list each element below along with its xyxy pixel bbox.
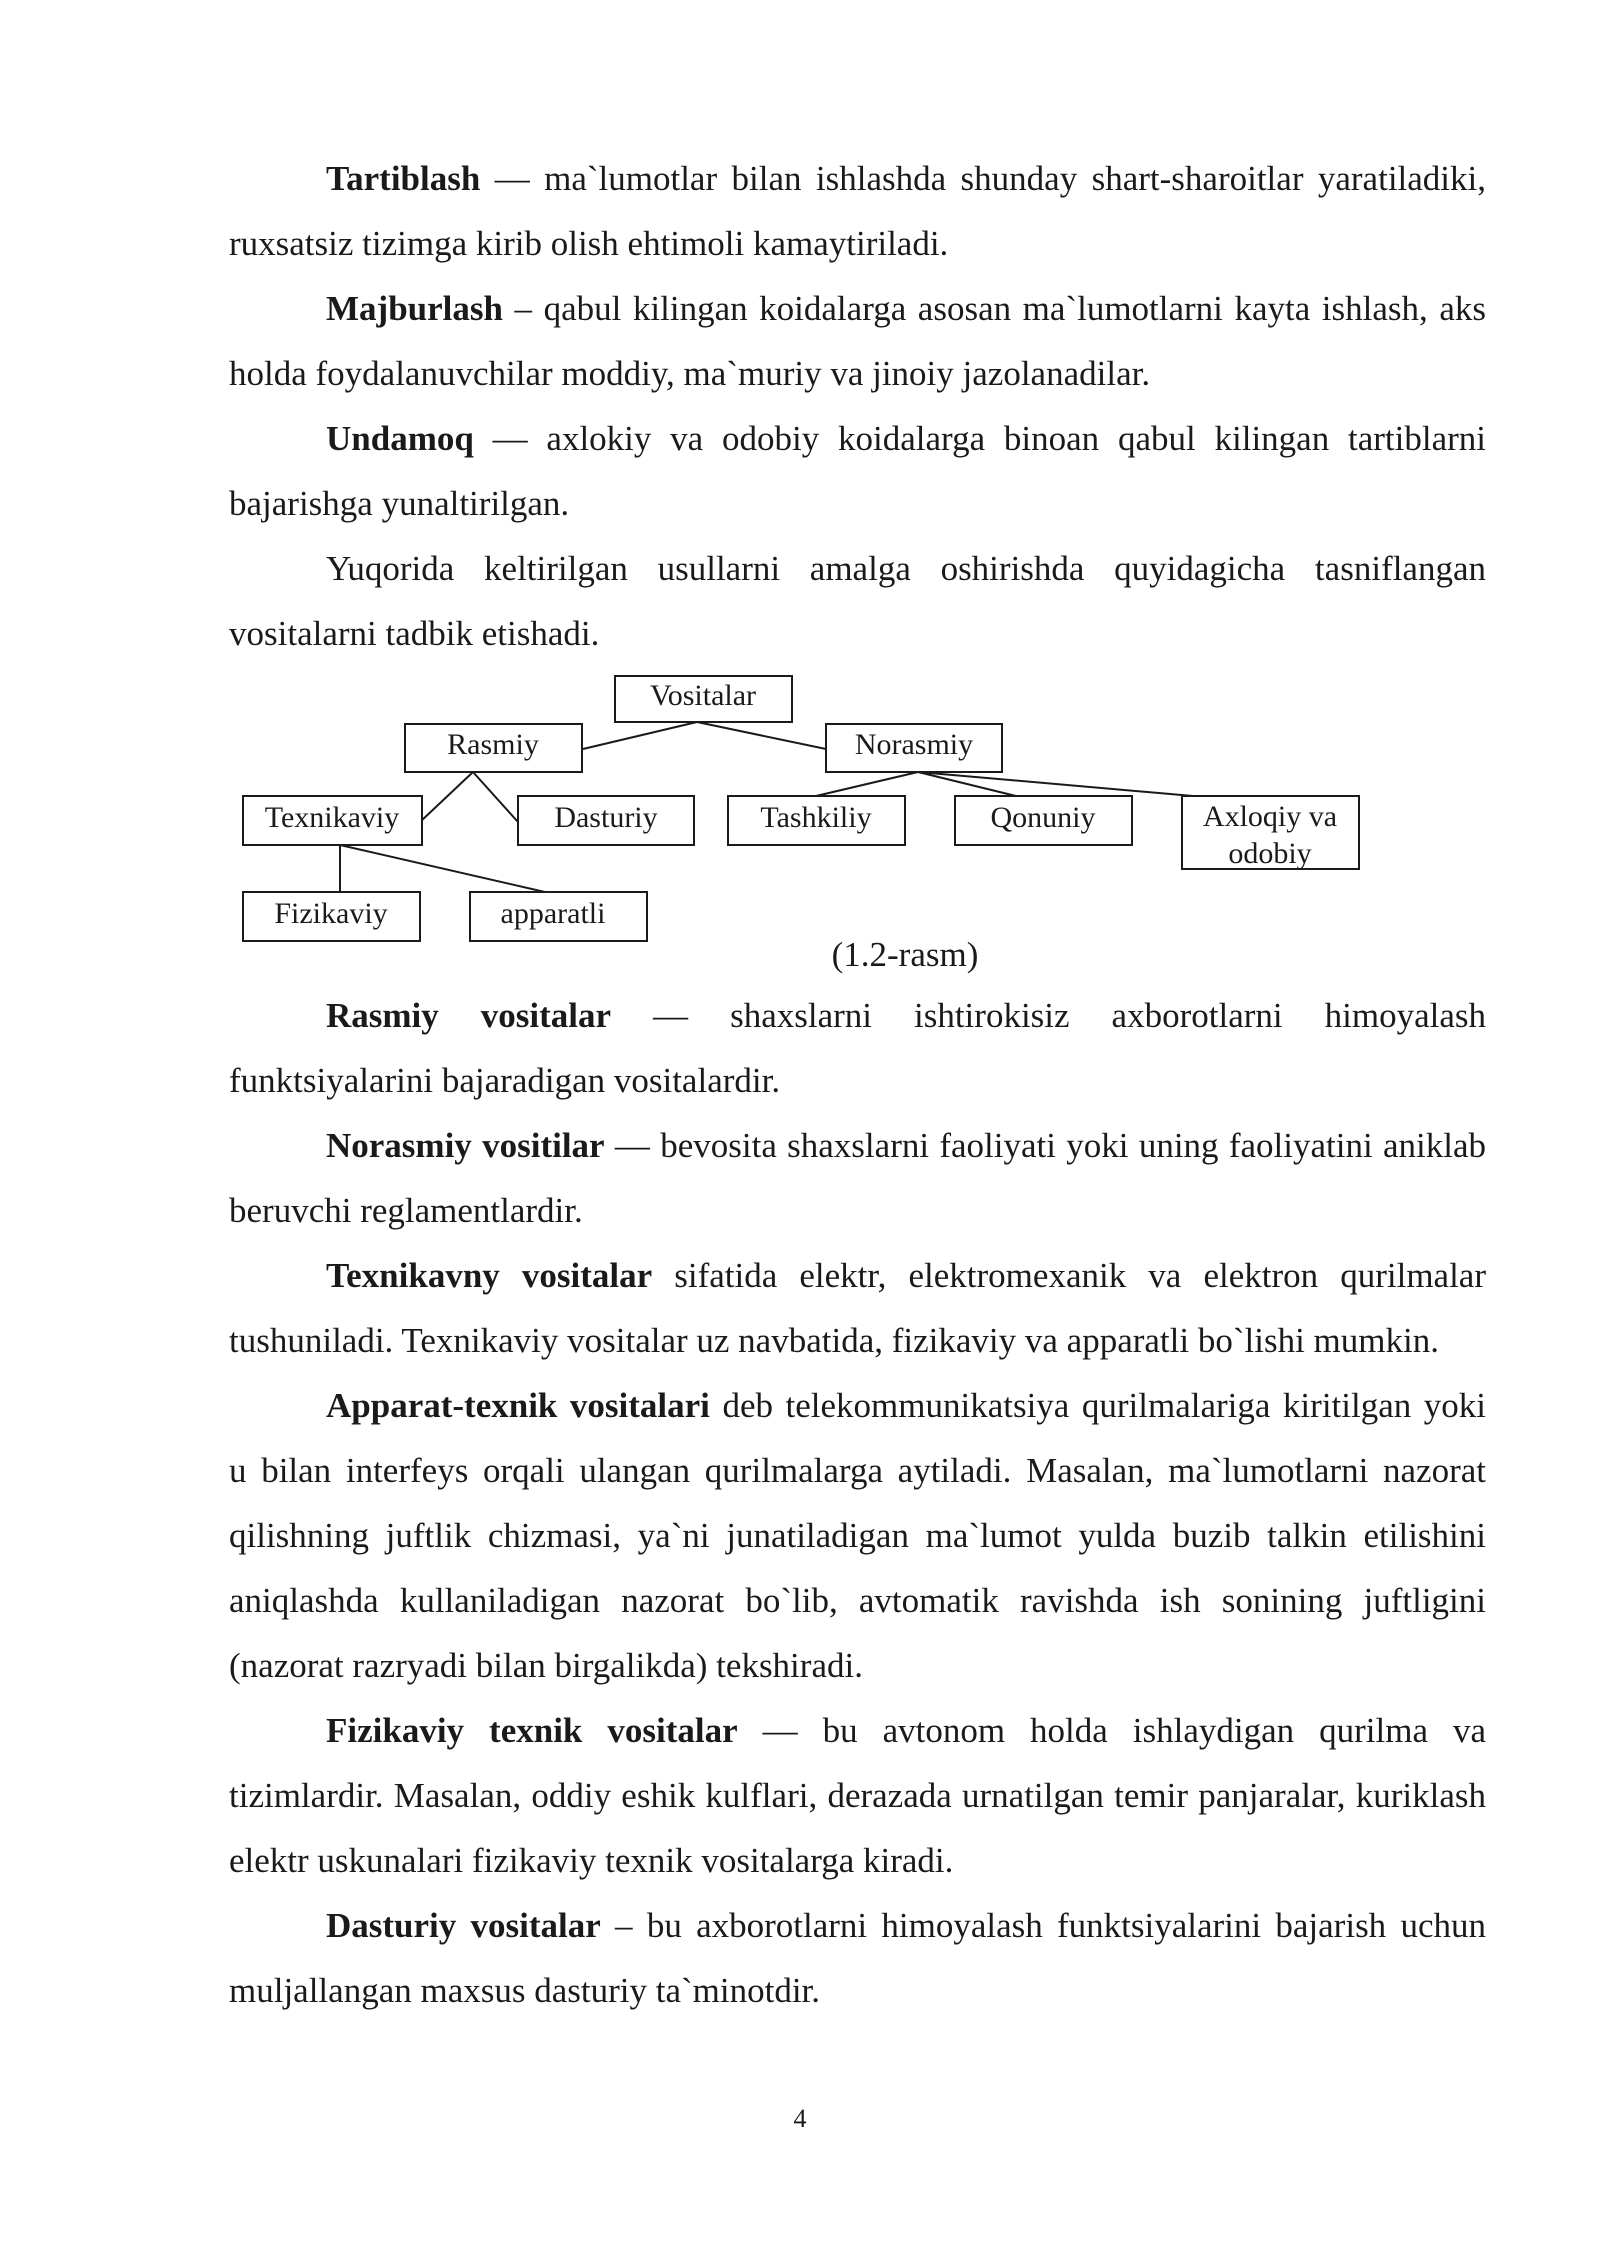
- definition-rasmiy-vositalar: — shaxslarni ishtirokisiz axborotlarni himoyalash funktsiyalarini bajaradigan vositalardir.: [229, 996, 1486, 1100]
- node-qonuniy-label: Qonuniy: [990, 801, 1096, 834]
- node-fizikaviy-label: Fizikaviy: [274, 897, 388, 930]
- paragraph-majburlash: [229, 276, 1486, 406]
- term-majburlash: Majburlash: [326, 289, 503, 328]
- page-number: 4: [793, 2104, 807, 2133]
- definition-texnikaviy-vositalar: sifatida elektr, elektromexanik va elektron qurilmalar tushuniladi. Texnikaviy vositalar uz navbatida, fizikaviy va apparatli bo`lishi mumkin.: [229, 1256, 1486, 1360]
- node-axloqiy-label-line1: Axloqiy va: [1202, 800, 1338, 833]
- node-texnikaviy-box: [243, 796, 422, 845]
- term-dasturiy-vositalar: Dasturiy vositalar: [326, 1906, 601, 1945]
- definition-dasturiy-vositalar: – bu axborotlarni himoyalash funktsiyalarini bajarish uchun muljallangan maxsus dasturiy ta`minotdir.: [229, 1906, 1486, 2010]
- term-tartiblash: Tartiblash: [326, 159, 481, 198]
- connector-texnikaviy-apparatli: [340, 845, 545, 892]
- paragraph-fizikaviy-texnik: [229, 1698, 1486, 1893]
- definition-apparat-texnik: deb telekommunikatsiya qurilmalariga kiritilgan yoki u bilan interfeys orqali ulangan qurilmalarga aytiladi. Masalan, ma`lumotlarni nazorat qilishning juftlik chizmasi, ya`ni junatiladigan ma`lumot yulda buzib talkin etilishini aniqlashda kullaniladigan nazorat bo`lib, avtomatik ravishda ish sonining juftligini (nazorat razryadi bilan birgalikda) tekshiradi.: [229, 1386, 1486, 1685]
- node-rasmiy-box: [405, 724, 582, 772]
- definition-majburlash: – qabul kilingan koidalarga asosan ma`lumotlarni kayta ishlash, aks holda foydalanuvchilar moddiy, ma`muriy va jinoiy jazolanadilar.: [229, 289, 1486, 393]
- node-axloqiy-box: [1182, 796, 1359, 869]
- term-norasmiy-vositilar: Norasmiy vositilar: [326, 1126, 605, 1165]
- node-fizikaviy-box: [243, 892, 420, 941]
- text-block-bottom: [229, 983, 1486, 2023]
- connector-rasmiy-dasturiy: [473, 772, 518, 822]
- connector-rasmiy-texnikaviy: [420, 772, 473, 822]
- term-apparat-texnik: Apparat-texnik vositalari: [326, 1386, 710, 1425]
- paragraph-texnikaviy-vositalar: [229, 1243, 1486, 1373]
- node-norasmiy-box: [826, 724, 1002, 772]
- node-dasturiy-label: Dasturiy: [554, 801, 658, 834]
- node-vositalar-box: [615, 676, 792, 722]
- node-texnikaviy-label: Texnikaviy: [264, 801, 400, 834]
- paragraph-dasturiy-vositalar: [229, 1893, 1486, 2023]
- term-fizikaviy-texnik: Fizikaviy texnik vositalar: [326, 1711, 738, 1750]
- node-tashkiliy-box: [728, 796, 905, 845]
- node-apparatli-label: apparatli: [500, 897, 606, 930]
- paragraph-rasmiy-vositalar: [229, 983, 1486, 1113]
- paragraph-undamoq: [229, 406, 1486, 536]
- term-texnikaviy-vositalar: Texnikavny vositalar: [326, 1256, 653, 1295]
- connector-root-norasmiy: [697, 722, 826, 749]
- intro-text: Yuqorida keltirilgan usullarni amalga oshirishda quyidagicha tasniflangan vositalarni tadbik etishadi.: [229, 549, 1486, 653]
- connector-norasmiy-qonuniy: [918, 772, 1016, 796]
- connector-norasmiy-tashkiliy: [816, 772, 918, 796]
- figure-caption: (1.2-rasm): [831, 935, 979, 974]
- definition-fizikaviy-texnik: — bu avtonom holda ishlaydigan qurilma va tizimlardir. Masalan, oddiy eshik kulflari, derazada urnatilgan temir panjaralar, kuriklash elektr uskunalari fizikaviy texnik vositalarga kiradi.: [229, 1711, 1486, 1880]
- node-apparatli-box: [470, 892, 647, 941]
- connector-root-rasmiy: [583, 722, 697, 749]
- term-undamoq: Undamoq: [326, 419, 474, 458]
- text-block-top: [229, 146, 1486, 666]
- term-rasmiy-vositalar: Rasmiy vositalar: [326, 996, 612, 1035]
- node-tashkiliy-label: Tashkiliy: [760, 801, 872, 834]
- paragraph-apparat-texnik: [229, 1373, 1486, 1698]
- node-vositalar-label: Vositalar: [649, 679, 757, 712]
- paragraph-intro: [229, 536, 1486, 666]
- node-norasmiy-label: Norasmiy: [854, 728, 974, 761]
- node-qonuniy-box: [955, 796, 1132, 845]
- paragraph-norasmiy-vositilar: [229, 1113, 1486, 1243]
- node-axloqiy-label-line2: odobiy: [1228, 837, 1312, 870]
- paragraph-tartiblash: [229, 146, 1486, 276]
- definition-undamoq: — axlokiy va odobiy koidalarga binoan qabul kilingan tartiblarni bajarishga yunaltirilgan.: [229, 419, 1486, 523]
- definition-norasmiy-vositilar: — bevosita shaxslarni faoliyati yoki uning faoliyatini aniklab beruvchi reglamentlardir.: [229, 1126, 1487, 1230]
- definition-tartiblash: — ma`lumotlar bilan ishlashda shunday shart-sharoitlar yaratiladiki, ruxsatsiz tizimga kirib olish ehtimoli kamaytiriladi.: [229, 159, 1486, 263]
- node-rasmiy-label: Rasmiy: [447, 728, 539, 761]
- node-dasturiy-box: [518, 796, 694, 845]
- connector-norasmiy-axloqiy: [918, 772, 1193, 796]
